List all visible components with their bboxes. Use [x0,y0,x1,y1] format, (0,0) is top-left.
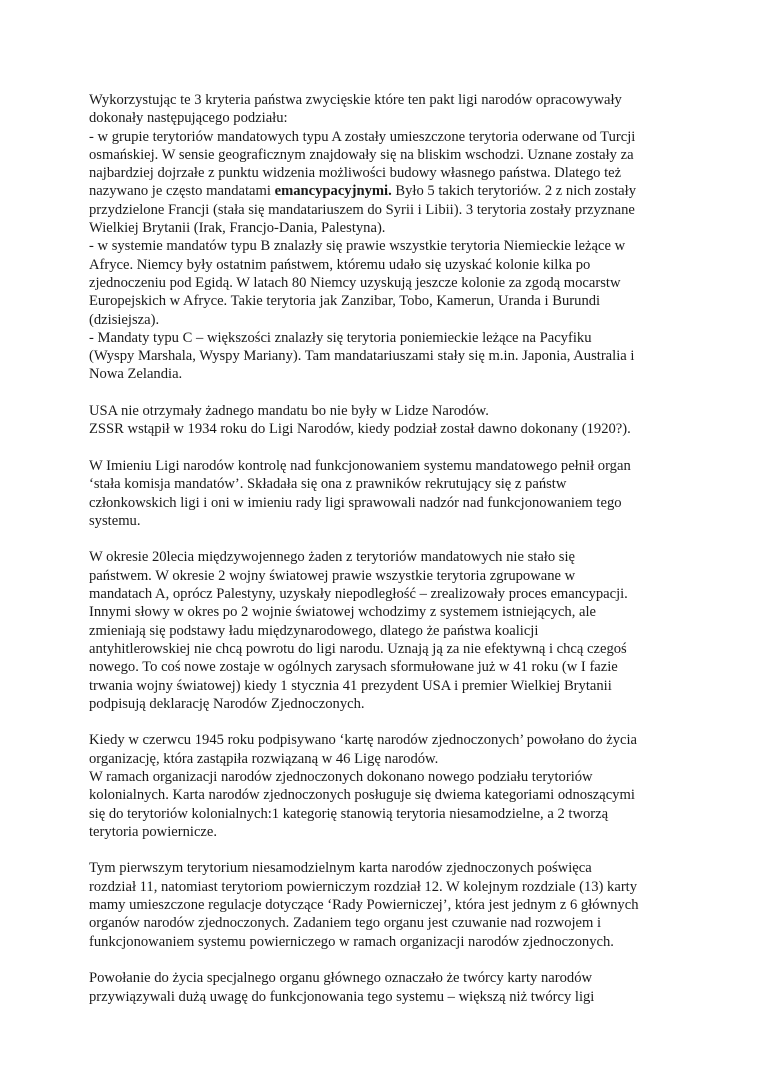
text-line: (dzisiejsza). [89,311,160,328]
paragraph-usa-ussr [89,402,675,439]
text-line: ZSSR wstąpił w 1934 roku do Ligi Narodów, kiedy podział został dawno dokonany (1920?). [89,421,631,438]
text-line: Wielkiej Brytanii (Irak, Francjo-Dania, Palestyna). [89,220,386,237]
text-line: (Wyspy Marshala, Wyspy Mariany). Tam mandatariuszami stały się m.in. Japonia, Australia i [89,348,635,365]
paragraph-mandate-division [89,91,675,384]
text-line: osmańskiej. W sensie geograficznym znajdowały się na bliskim wschodzi. Uznane zostały za [89,146,634,163]
paragraph-interwar-period [89,548,675,713]
paragraph-mandate-commission [89,457,675,530]
text-line: - Mandaty typu C – większości znalazły się terytoria poniemieckie leżące na Pacyfiku [89,329,592,346]
text-line: trwania wojny światowej) kiedy 1 stycznia 41 prezydent USA i premier Wielkiej Brytanii [89,677,612,694]
text-line: - w grupie terytoriów mandatowych typu A zostały umieszczone terytoria oderwane od Turcji [89,128,636,145]
text-line: dokonały następującego podziału: [89,110,288,127]
text-line: systemu. [89,512,141,529]
text-line: Wykorzystując te 3 kryteria państwa zwycięskie które ten pakt ligi narodów opracowywały [89,92,622,108]
text-line: najbardziej dojrzałe z punktu widzenia możliwości budowy własnego państwa. Dlatego też [89,165,622,182]
text-line [89,182,675,200]
paragraph-special-organ [89,969,675,1006]
text-line: kolonialnych. Karta narodów zjednoczonych posługuje się dwiema kategoriami odnoszącymi [89,787,635,804]
text-line: państwem. W okresie 2 wojny światowej prawie wszystkie terytoria zgrupowane w [89,567,576,584]
text-line: Innymi słowy w okres po 2 wojnie światowej wchodzimy z systemem istniejących, ale [89,604,597,621]
text-line: terytoria powiernicze. [89,823,218,840]
text-fragment: nazywano je często mandatami [89,183,275,200]
text-line: W Imieniu Ligi narodów kontrolę nad funkcjonowaniem systemu mandatowego pełnił organ [89,457,631,474]
paragraph-trusteeship-council [89,859,675,950]
text-line: Afryce. Niemcy były ostatnim państwem, któremu udało się uzyskać kolonie kilka po [89,256,591,273]
text-line: organizację, która zastąpiła rozwiązaną w 46 Ligę narodów. [89,750,439,767]
text-line: przywiązywali dużą uwagę do funkcjonowania tego systemu – większą niż twórcy ligi [89,988,595,1005]
text-line: rozdział 11, natomiast terytoriom powierniczym rozdział 12. W kolejnym rozdziale (13) karty [89,878,638,895]
text-line: nowego. To coś nowe zostaje w ogólnych zarysach sformułowane już w 41 roku (w I fazie [89,659,618,676]
text-line: się do terytoriów kolonialnych:1 kategorię stanowią terytoria niesamodzielne, a 2 tworzą [89,805,609,822]
text-line: USA nie otrzymały żadnego mandatu bo nie były w Lidze Narodów. [89,403,489,420]
text-fragment: Było 5 takich terytoriów. 2 z nich zostały [391,183,637,200]
text-line: członkowskich ligi i oni w imieniu rady ligi sprawowali nadzór nad funkcjonowaniem tego [89,494,622,511]
paragraph-un-charter [89,731,675,841]
text-line: Kiedy w czerwcu 1945 roku podpisywano ‘kartę narodów zjednoczonych’ powołano do życia [89,732,638,749]
document-page [89,91,675,1024]
text-line: W okresie 20lecia międzywojennego żaden z terytoriów mandatowych nie stało się [89,549,576,566]
text-line: organów narodów zjednoczonych. Zadaniem tego organu jest czuwanie nad rozwojem i [89,915,602,932]
text-line: przydzielone Francji (stała się mandatariuszem do Syrii i Libii). 3 terytoria zostały przyznane [89,201,635,218]
text-line: Powołanie do życia specjalnego organu głównego oznaczało że twórcy karty narodów [89,970,593,987]
text-line: zjednoczeniu pod Egidą. W latach 80 Niemcy uzyskują jeszcze kolonie za zgodą mocarstw [89,274,621,291]
text-line: ‘stała komisja mandatów’. Składała się ona z prawników rekrutujący się z państw [89,476,567,493]
text-line: zmieniają się podstawy ładu międzynarodowego, dlatego że państwa koalicji [89,622,539,639]
text-line: mandatach A, oprócz Palestyny, uzyskały niepodległość – zrealizowały proces emancypacji. [89,586,628,603]
text-line: podpisują deklarację Narodów Zjednoczonych. [89,695,365,712]
text-line: Europejskich w Afryce. Takie terytoria jak Zanzibar, Tobo, Kamerun, Uranda i Burundi [89,293,601,310]
text-line: mamy umieszczone regulacje dotyczące ‘Rady Powierniczej’, która jest jednym z 6 głównych [89,897,639,914]
text-line: W ramach organizacji narodów zjednoczonych dokonano nowego podziału terytoriów [89,768,593,785]
text-line: - w systemie mandatów typu B znalazły się prawie wszystkie terytoria Niemieckie leżące w [89,238,626,255]
bold-term: emancypacyjnymi. [274,183,392,200]
text-line: Nowa Zelandia. [89,366,183,383]
text-line: Tym pierwszym terytorium niesamodzielnym karta narodów zjednoczonych poświęca [89,860,592,877]
text-line: antyhitlerowskiej nie chcą powrotu do ligi narodu. Uznają ją za nie efektywną i chcą czegoś [89,640,627,657]
text-line: funkcjonowaniem systemu powierniczego w ramach organizacji narodów zjednoczonych. [89,933,614,950]
